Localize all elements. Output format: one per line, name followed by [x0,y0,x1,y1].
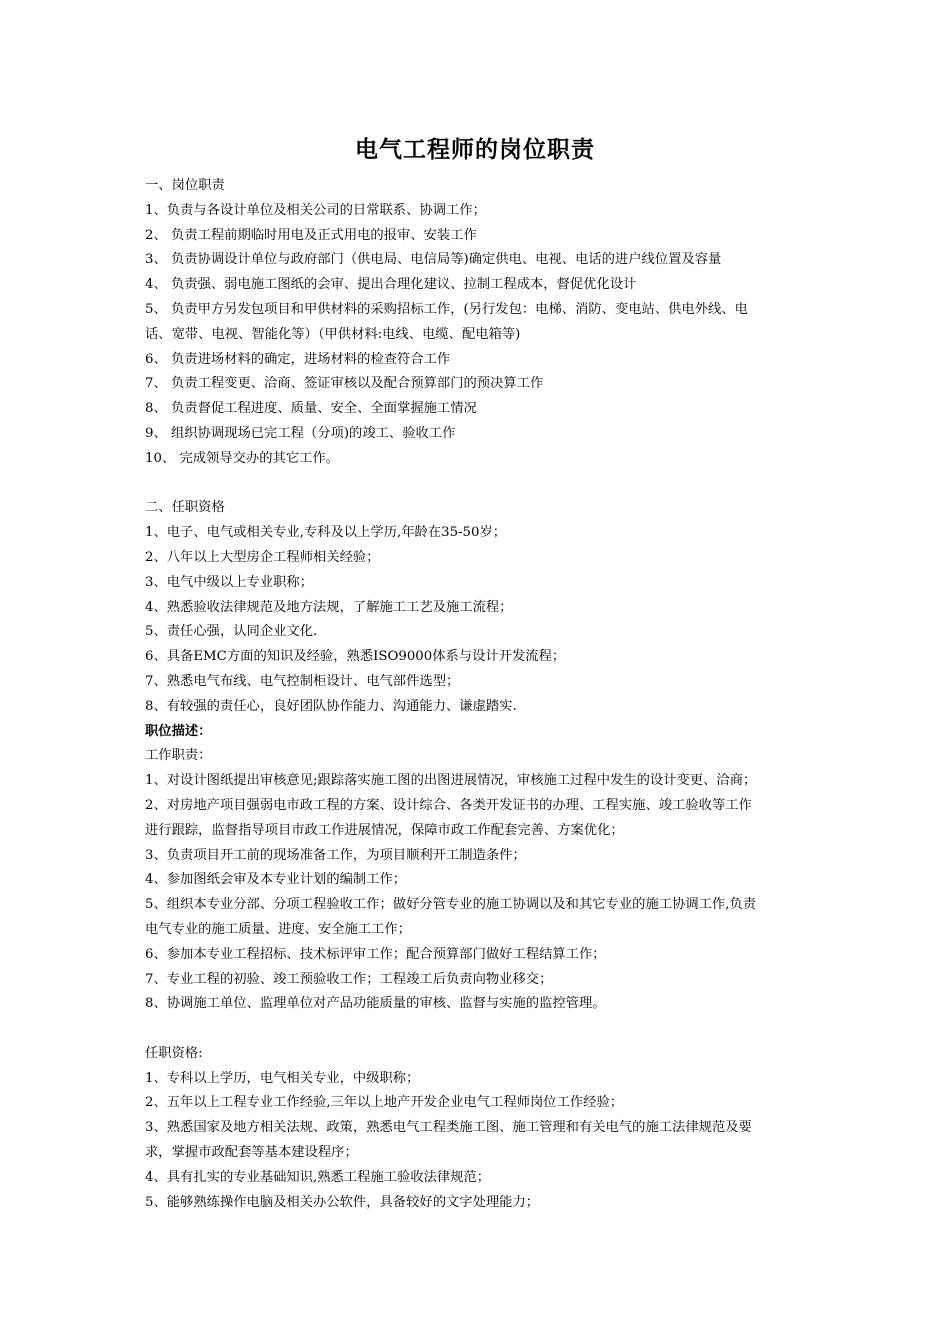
requirement-line: 求，掌握市政配套等基本建设程序； [145,1145,358,1161]
section-heading-qualifications: 二、任职资格 [145,500,225,516]
duty-line: 9、 组织协调现场已完工程（分项)的竣工、验收工作 [145,425,456,441]
requirement-line: 5、能够熟练操作电脑及相关办公软件，具备较好的文字处理能力； [145,1194,540,1210]
duty-line: 话、宽带、电视、智能化等）（甲供材料:电线、电缆、配电箱等) [145,326,521,342]
work-duty-line: 8、协调施工单位、监理单位对产品功能质量的审核、监督与实施的监控管理。 [145,996,606,1012]
section-heading-duties: 一、岗位职责 [145,178,225,193]
requirement-line: 2、五年以上工程专业工作经验,三年以上地产开发企业电气工程师岗位工作经验； [145,1095,624,1111]
qualification-line: 2、八年以上大型房企工程师相关经验； [145,549,380,565]
qualification-line: 1、电子、电气或相关专业,专科及以上学历,年龄在35-50岁； [145,525,507,541]
document-body [145,174,815,1215]
work-duty-line: 7、专业工程的初验、竣工预验收工作；工程竣工后负责向物业移交； [145,971,553,987]
work-duty-line: 6、参加本专业工程招标、技术标评审工作；配合预算部门做好工程结算工作； [145,946,606,962]
qualification-line: 3、电气中级以上专业职称； [145,574,314,590]
duty-line: 1、负责与各设计单位及相关公司的日常联系、协调工作； [145,202,486,218]
duty-line: 10、 完成领导交办的其它工作。 [145,450,340,466]
work-duty-line: 4、参加图纸会审及本专业计划的编制工作； [145,872,407,888]
page-title: 电气工程师的岗位职责 [355,137,595,163]
blank-line [145,1017,815,1042]
duty-line: 4、 负责强、弱电施工图纸的会审、提出合理化建议、拉制工程成本，督促优化设计 [145,277,637,293]
duty-line: 3、 负责协调设计单位与政府部门（供电局、电信局等)确定供电、电视、电话的进户线位置及容量 [145,252,722,268]
work-duty-line: 2、对房地产项目强弱电市政工程的方案、设计综合、各类开发证书的办理、工程实施、竣工验收等工作 [145,797,752,813]
work-duty-line: 进行跟踪，监督指导项目市政工作进展情况，保障市政工作配套完善、方案优化； [145,822,624,838]
blank-line [145,472,815,497]
qualification-line: 8、有较强的责任心，良好团队协作能力、沟通能力、谦虚踏实. [145,698,517,714]
duty-line: 8、 负责督促工程进度、质量、安全、全面掌握施工情况 [145,401,477,417]
qualification-line: 6、具备EMC方面的知识及经验，熟悉ISO9000体系与设计开发流程； [145,649,566,665]
work-duty-line: 3、负责项目开工前的现场准备工作，为项目顺利开工制造条件； [145,847,526,863]
requirement-line: 1、专科以上学历，电气相关专业，中级职称； [145,1070,420,1086]
qualification-line: 4、熟悉验收法律规范及地方法规，了解施工工艺及施工流程； [145,599,513,615]
duty-line: 6、 负责进场材料的确定，进场材料的检查符合工作 [145,351,451,367]
qualification-line: 5、责任心强，认同企业文化. [145,624,318,640]
work-duty-line: 5、组织本专业分部、分项工程验收工作；做好分管专业的施工协调以及和其它专业的施工协调工作,负责 [145,897,757,913]
duty-line: 5、 负责甲方另发包项目和甲供材料的采购招标工作，(另行发包：电梯、消防、变电站、供电外线、电 [145,301,748,317]
work-duty-line: 电气专业的施工质量、进度、安全施工工作； [145,921,411,937]
work-duty-line: 1、对设计图纸提出审核意见;跟踪落实施工图的出图进展情况，审核施工过程中发生的设计变更、洽商； [145,773,757,789]
section-heading-requirements: 任职资格: [145,1045,203,1061]
qualification-line: 7、熟悉电气布线、电气控制柜设计、电气部件选型； [145,673,460,689]
duty-line: 7、 负责工程变更、洽商、签证审核以及配合预算部门的预决算工作 [145,376,544,392]
section-heading-job-description: 职位描述： [145,723,212,739]
requirement-line: 3、熟悉国家及地方相关法规、政策，熟悉电气工程类施工图、施工管理和有关电气的施工法律规范及要 [145,1120,752,1136]
requirement-line: 4、具有扎实的专业基础知识,熟悉工程施工验收法律规范； [145,1169,491,1185]
subheading-work-duties: 工作职责： [145,748,212,764]
duty-line: 2、 负责工程前期临时用电及正式用电的报审、安装工作 [145,227,477,243]
